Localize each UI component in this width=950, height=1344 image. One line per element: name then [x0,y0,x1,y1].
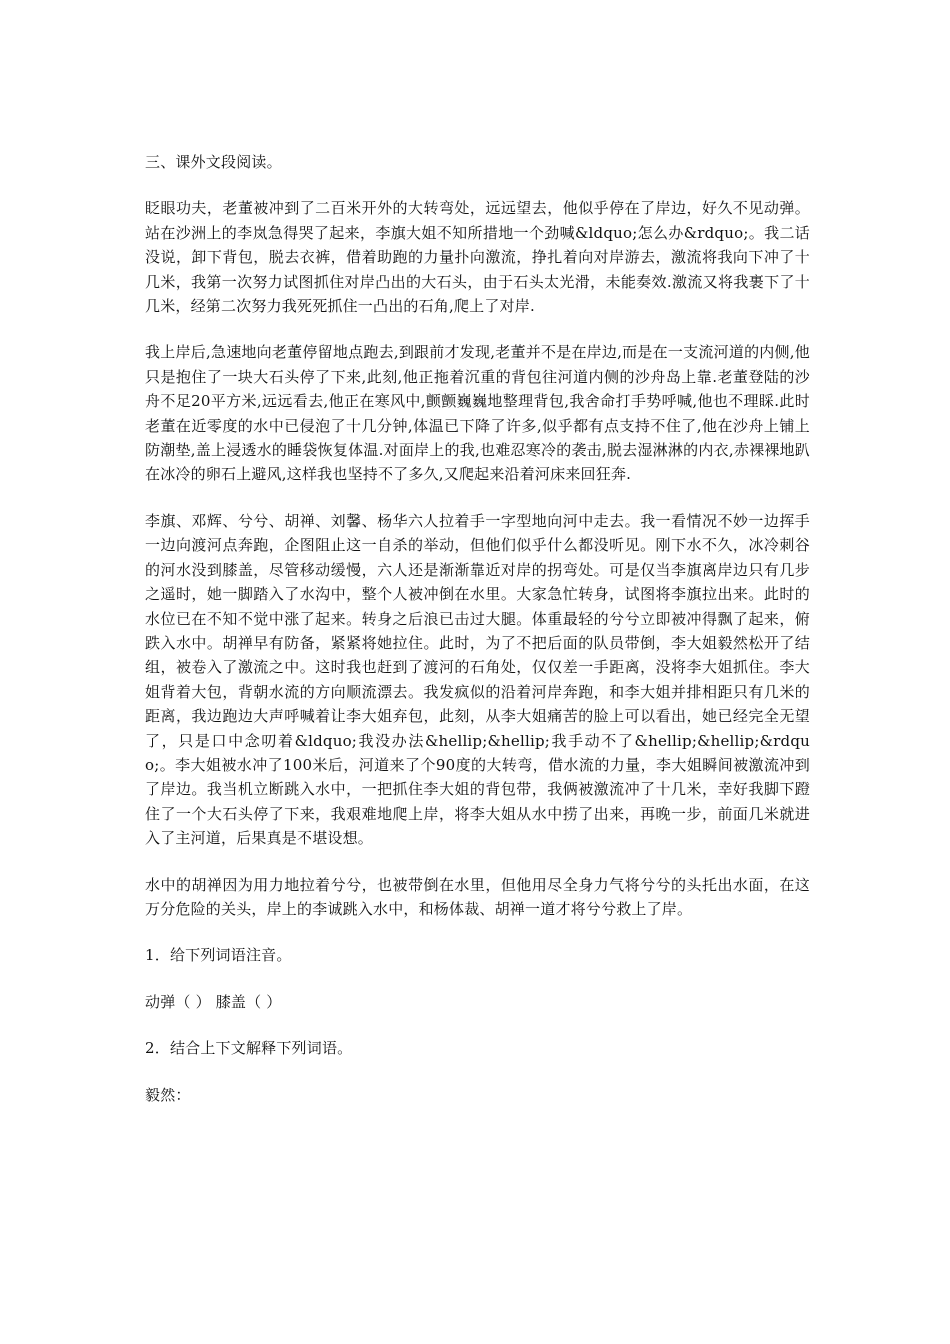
question-1: 1．给下列词语注音。 [145,946,292,965]
paragraph-2: 我上岸后,急速地向老董停留地点跑去,到跟前才发现,老董并不是在岸边,而是在一支流河道的内侧,他只是抱住了一块大石头停了下来,此刻,他正拖着沉重的背包往河道内侧的沙舟岛上靠.老董登陆的沙舟不足20平方米,远远看去,他正在寒风中,颤颤巍巍地整理背包,我舍命打手势呼喊,他也不理睬.此时老董在近零度的水中已侵泡了十几分钟,体温已下降了许多,似乎都有点支持不住了,他在沙舟上铺上防潮垫,盖上浸透水的睡袋恢复体温.对面岸上的我,也难忍寒冷的袭击,脱去湿淋淋的内衣,赤裸裸地趴在冰冷的卵石上避风,这样我也坚持不了多久,又爬起来沿着河床来回狂奔. [145,343,810,484]
paragraph-4: 水中的胡禅因为用力地拉着兮兮，也被带倒在水里，但他用尽全身力气将兮兮的头托出水面，在这万分危险的关头，岸上的李诚跳入水中，和杨体裁、胡禅一道才将兮兮救上了岸。 [145,875,810,918]
paragraph-1: 眨眼功夫，老董被冲到了二百米开外的大转弯处，远远望去，他似乎停在了岸边，好久不见动弹。站在沙洲上的李岚急得哭了起来，李旗大姐不知所措地一个劲喊&ldquo;怎么办&rdquo;。我二话没说，卸下背包，脱去衣裤，借着助跑的力量扑向激流，挣扎着向对岸游去，激流将我向下冲了十几米，我第一次努力试图抓住对岸凸出的大石头，由于石头太光滑，未能奏效.激流又将我裹下了十几米，经第二次努力我死死抓住一凸出的石角,爬上了对岸. [145,199,810,316]
question-2: 2．结合上下文解释下列词语。 [145,1039,353,1058]
document-page [145,150,810,1129]
paragraph-3: 李旗、邓辉、兮兮、胡禅、刘馨、杨华六人拉着手一字型地向河中走去。我一看情况不妙一边挥手一边向渡河点奔跑，企图阻止这一自杀的举动，但他们似乎什么都没听见。刚下水不久，冰冷刺谷的河水没到膝盖，尽管移动缓慢，六人还是渐渐靠近对岸的拐弯处。可是仅当李旗离岸边只有几步之遥时，她一脚踏入了水沟中，整个人被冲倒在水里。大家急忙转身，试图将李旗拉出来。此时的水位已在不知不觉中涨了起来。转身之后浪已击过大腿。体重最轻的兮兮立即被冲得飘了起来，俯跌入水中。胡禅早有防备，紧紧将她拉住。此时，为了不把后面的队员带倒，李大姐毅然松开了结组，被卷入了激流之中。这时我也赶到了渡河的石角处，仅仅差一手距离，没将李大姐抓住。李大姐背着大包，背朝水流的方向顺流漂去。我发疯似的沿着河岸奔跑，和李大姐并排相距只有几米的距离，我边跑边大声呼喊着让李大姐弃包，此刻，从李大姐痛苦的脸上可以看出，她已经完全无望了，只是口中念叨着&ldquo;我没办法&hellip;&hellip;我手动不了&hellip;&hellip;&rdquo;。李大姐被水冲了100米后，河道来了个90度的大转弯，借水流的力量，李大姐瞬间被激流冲到了岸边。我当机立断跳入水中，一把抓住李大姐的背包带，我俩被激流冲了十几米，幸好我脚下蹬住了一个大石头停了下来，我艰难地爬上岸，将李大姐从水中捞了出来，再晚一步，前面几米就进入了主河道，后果真是不堪设想。 [145,511,810,848]
question-2-item: 毅然： [145,1085,191,1104]
section-title: 三、课外文段阅读。 [145,153,282,171]
question-1-items: 动弹（ ） 膝盖（ ） [145,992,282,1011]
